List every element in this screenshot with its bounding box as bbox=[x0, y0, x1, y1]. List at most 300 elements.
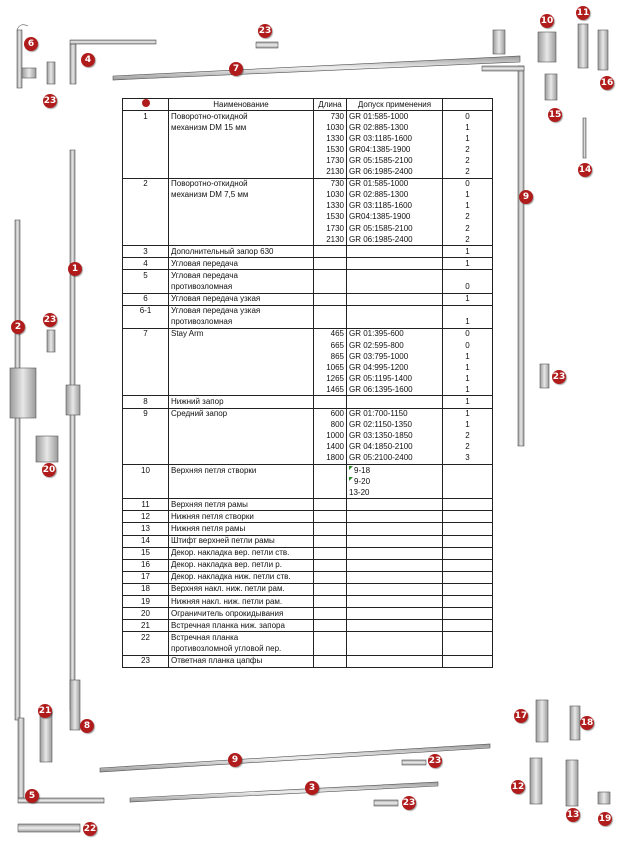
cell-num: 10 bbox=[123, 465, 169, 477]
cell-len: 665 bbox=[314, 340, 347, 351]
cell-qty: 1 bbox=[443, 201, 493, 212]
cell-num: 20 bbox=[123, 608, 169, 620]
table-row bbox=[123, 144, 493, 155]
position-badge-15: 15 bbox=[548, 110, 562, 120]
cell-tol: GR04:1385-1900 bbox=[347, 144, 443, 155]
cell-num: 19 bbox=[123, 596, 169, 608]
column-header-name: Наименование bbox=[169, 99, 314, 111]
position-badge-19: 19 bbox=[598, 814, 612, 824]
comment-flag-icon bbox=[349, 477, 353, 481]
cell-tol bbox=[347, 655, 443, 667]
cell-tol bbox=[347, 620, 443, 632]
position-badge-7: 7 bbox=[229, 62, 243, 76]
table-row bbox=[123, 167, 493, 179]
cell-qty: 1 bbox=[443, 317, 493, 329]
cell-name: противозломная bbox=[169, 317, 314, 329]
cell-num bbox=[123, 340, 169, 351]
cell-len: 1530 bbox=[314, 212, 347, 223]
cell-num: 15 bbox=[123, 547, 169, 559]
cell-name: Поворотно-откидной bbox=[169, 111, 314, 123]
striker-part bbox=[540, 364, 549, 388]
cell-qty bbox=[443, 476, 493, 487]
table-row bbox=[123, 620, 493, 632]
cell-num: 23 bbox=[123, 655, 169, 667]
cell-qty: 1 bbox=[443, 396, 493, 408]
cell-tol: GR 01:585-1000 bbox=[347, 178, 443, 190]
striker-part bbox=[47, 62, 55, 84]
cell-name bbox=[169, 442, 314, 453]
position-badge-5: 5 bbox=[25, 789, 39, 803]
position-badge-23: 23 bbox=[43, 315, 57, 325]
cell-len bbox=[314, 643, 347, 655]
cell-qty bbox=[443, 465, 493, 477]
cell-name: Декор. накладка вер. петли ств. bbox=[169, 547, 314, 559]
striker-part bbox=[47, 330, 55, 352]
parts-table bbox=[122, 98, 493, 668]
cell-len bbox=[314, 608, 347, 620]
cell-name bbox=[169, 201, 314, 212]
cell-len: 600 bbox=[314, 408, 347, 420]
cell-num bbox=[123, 420, 169, 431]
cell-tol bbox=[347, 305, 443, 317]
cell-tol: GR 01:700-1150 bbox=[347, 408, 443, 420]
cell-name bbox=[169, 351, 314, 362]
cell-num: 1 bbox=[123, 111, 169, 123]
cell-tol: GR 02:885-1300 bbox=[347, 122, 443, 133]
cell-name: противозломная bbox=[169, 282, 314, 294]
cell-name: противозломной угловой пер. bbox=[169, 643, 314, 655]
cell-tol bbox=[347, 270, 443, 282]
table-row bbox=[123, 535, 493, 547]
cell-len bbox=[314, 476, 347, 487]
table-row bbox=[123, 201, 493, 212]
cell-tol: GR 06:1985-2400 bbox=[347, 234, 443, 246]
position-badge-6: 6 bbox=[24, 37, 38, 51]
table-row bbox=[123, 384, 493, 396]
cell-qty: 1 bbox=[443, 190, 493, 201]
cell-len bbox=[314, 632, 347, 644]
cell-name: Нижняя петля створки bbox=[169, 511, 314, 523]
cell-len bbox=[314, 620, 347, 632]
cell-num: 16 bbox=[123, 559, 169, 571]
cell-len: 2130 bbox=[314, 234, 347, 246]
cell-len bbox=[314, 499, 347, 511]
cell-qty: 2 bbox=[443, 223, 493, 234]
cell-qty bbox=[443, 547, 493, 559]
cell-name: Декор. накладка ниж. петли ств. bbox=[169, 571, 314, 583]
bottom-frame-hinge-top-cover-part bbox=[570, 706, 580, 740]
cell-name: Угловая передача bbox=[169, 270, 314, 282]
bottom-frame-hinge-part bbox=[566, 760, 578, 806]
cell-qty: 2 bbox=[443, 144, 493, 155]
cell-name bbox=[169, 340, 314, 351]
cell-num bbox=[123, 234, 169, 246]
bottom-frame-hinge-bottom-cover-part bbox=[598, 792, 610, 804]
hinge-cover-part bbox=[545, 74, 557, 100]
cell-tol: GR 03:1185-1600 bbox=[347, 133, 443, 144]
cell-qty bbox=[443, 499, 493, 511]
table-row bbox=[123, 583, 493, 595]
cell-text: 9-18 bbox=[354, 465, 371, 475]
cell-qty: 1 bbox=[443, 351, 493, 362]
cell-num: 14 bbox=[123, 535, 169, 547]
corner-drive-narrow-part bbox=[17, 25, 36, 88]
cell-num: 4 bbox=[123, 258, 169, 270]
position-badge-9: 9 bbox=[228, 753, 242, 767]
cell-tol bbox=[347, 246, 443, 258]
cell-num bbox=[123, 373, 169, 384]
cell-tol: GR 04:1850-2100 bbox=[347, 442, 443, 453]
cell-num: 12 bbox=[123, 511, 169, 523]
cell-qty bbox=[443, 632, 493, 644]
cell-len bbox=[314, 547, 347, 559]
cell-tol bbox=[347, 511, 443, 523]
table-row bbox=[123, 511, 493, 523]
cell-num bbox=[123, 167, 169, 179]
cell-qty: 1 bbox=[443, 420, 493, 431]
cell-len: 1000 bbox=[314, 431, 347, 442]
table-header-row bbox=[123, 99, 493, 111]
cell-num bbox=[123, 643, 169, 655]
cell-num bbox=[123, 212, 169, 223]
position-badge-8: 8 bbox=[80, 719, 94, 733]
cell-name bbox=[169, 234, 314, 246]
cell-qty: 0 bbox=[443, 340, 493, 351]
cell-len bbox=[314, 305, 347, 317]
cell-qty: 0 bbox=[443, 328, 493, 340]
position-badge-23: 23 bbox=[428, 756, 442, 766]
cell-name: Угловая передача bbox=[169, 258, 314, 270]
position-badge-16: 16 bbox=[600, 78, 614, 88]
cell-num bbox=[123, 453, 169, 465]
top-frame-hinge-part bbox=[578, 24, 588, 68]
table-row bbox=[123, 305, 493, 317]
cell-num bbox=[123, 487, 169, 499]
tilt-turn-gear-7-5-part bbox=[10, 220, 36, 720]
cell-num: 9 bbox=[123, 408, 169, 420]
cell-tol bbox=[347, 547, 443, 559]
cell-qty bbox=[443, 305, 493, 317]
cell-num: 21 bbox=[123, 620, 169, 632]
cell-tol bbox=[347, 499, 443, 511]
cell-name bbox=[169, 431, 314, 442]
table-row bbox=[123, 476, 493, 487]
cell-len bbox=[314, 559, 347, 571]
column-header-length: Длина bbox=[314, 99, 347, 111]
table-row bbox=[123, 523, 493, 535]
cell-num bbox=[123, 476, 169, 487]
table-row bbox=[123, 328, 493, 340]
cell-name bbox=[169, 384, 314, 396]
cell-qty: 1 bbox=[443, 246, 493, 258]
cell-qty: 1 bbox=[443, 122, 493, 133]
cell-tol bbox=[347, 258, 443, 270]
position-badge-23: 23 bbox=[402, 798, 416, 808]
cell-qty: 2 bbox=[443, 155, 493, 166]
striker-part bbox=[256, 42, 278, 48]
cell-qty bbox=[443, 523, 493, 535]
cell-qty: 1 bbox=[443, 362, 493, 373]
cell-qty bbox=[443, 270, 493, 282]
bottom-sash-hinge-cover-part bbox=[536, 700, 548, 742]
column-header-quantity bbox=[443, 99, 493, 111]
cell-num bbox=[123, 362, 169, 373]
table-row bbox=[123, 351, 493, 362]
cell-qty bbox=[443, 487, 493, 499]
cell-num bbox=[123, 351, 169, 362]
cell-tol bbox=[347, 396, 443, 408]
table-row bbox=[123, 499, 493, 511]
cell-name: Поворотно-откидной bbox=[169, 178, 314, 190]
cell-tol: GR 01:585-1000 bbox=[347, 111, 443, 123]
cell-num bbox=[123, 384, 169, 396]
cell-num bbox=[123, 431, 169, 442]
position-badge-4: 4 bbox=[81, 53, 95, 67]
cell-name bbox=[169, 487, 314, 499]
cell-len: 1030 bbox=[314, 190, 347, 201]
cell-tol bbox=[347, 282, 443, 294]
position-badge-23: 23 bbox=[552, 372, 566, 382]
frame-hinge-cover-part bbox=[598, 30, 608, 70]
cell-name: Нижняя петля рамы bbox=[169, 523, 314, 535]
cell-name bbox=[169, 476, 314, 487]
cell-num bbox=[123, 201, 169, 212]
cell-qty bbox=[443, 608, 493, 620]
cell-qty: 2 bbox=[443, 167, 493, 179]
striker-part bbox=[402, 760, 426, 765]
cell-num bbox=[123, 133, 169, 144]
cell-tol bbox=[347, 583, 443, 595]
cell-qty bbox=[443, 583, 493, 595]
position-badge-22: 22 bbox=[83, 824, 97, 834]
cell-num: 2 bbox=[123, 178, 169, 190]
cell-name bbox=[169, 167, 314, 179]
table-row bbox=[123, 420, 493, 431]
cell-qty: 0 bbox=[443, 178, 493, 190]
cell-len: 1530 bbox=[314, 144, 347, 155]
position-badge-23: 23 bbox=[258, 26, 272, 36]
position-badge-10: 10 bbox=[540, 16, 554, 26]
cell-name: Ответная планка цапфы bbox=[169, 655, 314, 667]
cell-len: 1800 bbox=[314, 453, 347, 465]
cell-name bbox=[169, 453, 314, 465]
cell-qty: 0 bbox=[443, 282, 493, 294]
table-row bbox=[123, 246, 493, 258]
cell-len bbox=[314, 655, 347, 667]
cell-len bbox=[314, 596, 347, 608]
table-row bbox=[123, 282, 493, 294]
position-badge-1: 1 bbox=[68, 262, 82, 276]
cell-qty: 1 bbox=[443, 408, 493, 420]
cell-name bbox=[169, 362, 314, 373]
cell-num: 18 bbox=[123, 583, 169, 595]
cell-tol: GR 04:995-1200 bbox=[347, 362, 443, 373]
cell-tol: GR 01:395-600 bbox=[347, 328, 443, 340]
position-badge-11: 11 bbox=[576, 8, 590, 18]
cell-name: механизм DM 7,5 мм bbox=[169, 190, 314, 201]
cell-name bbox=[169, 155, 314, 166]
comment-flag-icon bbox=[349, 466, 353, 470]
table-row bbox=[123, 258, 493, 270]
cell-len: 1330 bbox=[314, 201, 347, 212]
cell-qty bbox=[443, 655, 493, 667]
bottom-lock-part bbox=[70, 680, 80, 730]
position-badge-20: 20 bbox=[42, 465, 56, 475]
cell-name: Верхняя петля створки bbox=[169, 465, 314, 477]
table-row bbox=[123, 596, 493, 608]
cell-name: Ограничитель опрокидывания bbox=[169, 608, 314, 620]
cell-num: 11 bbox=[123, 499, 169, 511]
cell-tol bbox=[347, 643, 443, 655]
cell-tol: GR04:1385-1900 bbox=[347, 212, 443, 223]
cell-len: 1400 bbox=[314, 442, 347, 453]
cell-num: 6 bbox=[123, 293, 169, 305]
cell-tol: GR 03:1350-1850 bbox=[347, 431, 443, 442]
cell-len bbox=[314, 535, 347, 547]
additional-lock-part bbox=[130, 782, 438, 802]
column-header-position bbox=[123, 99, 169, 111]
cell-tol: GR 06:1985-2400 bbox=[347, 167, 443, 179]
cell-tol bbox=[347, 523, 443, 535]
cell-qty bbox=[443, 571, 493, 583]
cell-tol bbox=[347, 293, 443, 305]
cell-qty bbox=[443, 511, 493, 523]
cell-len: 465 bbox=[314, 328, 347, 340]
cell-tol: GR 02:1150-1350 bbox=[347, 420, 443, 431]
cell-name bbox=[169, 144, 314, 155]
table-row bbox=[123, 212, 493, 223]
parts-table-body bbox=[123, 111, 493, 668]
cell-tol bbox=[347, 596, 443, 608]
cell-len bbox=[314, 282, 347, 294]
cell-len: 1030 bbox=[314, 122, 347, 133]
cell-num: 8 bbox=[123, 396, 169, 408]
cell-len bbox=[314, 523, 347, 535]
position-badge-21: 21 bbox=[38, 706, 52, 716]
table-row bbox=[123, 632, 493, 644]
cell-len: 730 bbox=[314, 178, 347, 190]
table-row bbox=[123, 559, 493, 571]
cell-len bbox=[314, 317, 347, 329]
cell-qty: 0 bbox=[443, 111, 493, 123]
cell-qty bbox=[443, 535, 493, 547]
cell-tol bbox=[347, 608, 443, 620]
table-row bbox=[123, 608, 493, 620]
cell-len: 800 bbox=[314, 420, 347, 431]
cell-len bbox=[314, 571, 347, 583]
anti-burglary-striker-part bbox=[18, 824, 80, 832]
cell-len bbox=[314, 465, 347, 477]
cell-num bbox=[123, 122, 169, 133]
table-row bbox=[123, 190, 493, 201]
table-row bbox=[123, 178, 493, 190]
top-sash-hinge-part bbox=[538, 32, 556, 62]
cell-name: Дополнительный запор 630 bbox=[169, 246, 314, 258]
cell-name: Встречная планка bbox=[169, 632, 314, 644]
table-row bbox=[123, 547, 493, 559]
cell-tol bbox=[347, 559, 443, 571]
cell-len bbox=[314, 270, 347, 282]
cell-name: Угловая передача узкая bbox=[169, 293, 314, 305]
table-row bbox=[123, 362, 493, 373]
cell-qty: 2 bbox=[443, 212, 493, 223]
cell-name: Встречная планка ниж. запора bbox=[169, 620, 314, 632]
cell-num bbox=[123, 190, 169, 201]
cell-len bbox=[314, 246, 347, 258]
cell-name: Верхняя накл. ниж. петли рам. bbox=[169, 583, 314, 595]
table-row bbox=[123, 223, 493, 234]
cell-len: 1730 bbox=[314, 223, 347, 234]
cell-qty bbox=[443, 596, 493, 608]
cell-tol bbox=[347, 535, 443, 547]
table-row bbox=[123, 122, 493, 133]
cell-tol: GR 05:1195-1400 bbox=[347, 373, 443, 384]
cell-qty bbox=[443, 559, 493, 571]
cell-tol: GR 05:2100-2400 bbox=[347, 453, 443, 465]
cell-num bbox=[123, 442, 169, 453]
position-badge-14: 14 bbox=[578, 165, 592, 175]
cell-qty: 1 bbox=[443, 373, 493, 384]
cell-tol bbox=[347, 465, 443, 477]
position-badge-9: 9 bbox=[519, 190, 533, 204]
position-badge-13: 13 bbox=[566, 810, 580, 820]
cell-len: 2130 bbox=[314, 167, 347, 179]
cell-len: 730 bbox=[314, 111, 347, 123]
table-row bbox=[123, 643, 493, 655]
cell-name: механизм DM 15 мм bbox=[169, 122, 314, 133]
table-row bbox=[123, 453, 493, 465]
cell-len bbox=[314, 487, 347, 499]
cell-name: Штифт верхней петли рамы bbox=[169, 535, 314, 547]
table-row bbox=[123, 340, 493, 351]
bottom-striker-part bbox=[40, 712, 52, 762]
position-badge-12: 12 bbox=[511, 782, 525, 792]
table-row bbox=[123, 155, 493, 166]
cell-len: 1465 bbox=[314, 384, 347, 396]
cell-tol bbox=[347, 317, 443, 329]
cell-qty bbox=[443, 643, 493, 655]
striker-part bbox=[374, 800, 398, 806]
cell-qty: 1 bbox=[443, 133, 493, 144]
table-row bbox=[123, 293, 493, 305]
table-row bbox=[123, 111, 493, 123]
table-row bbox=[123, 465, 493, 477]
table-row bbox=[123, 408, 493, 420]
table-row bbox=[123, 487, 493, 499]
cell-name bbox=[169, 223, 314, 234]
cell-len: 1730 bbox=[314, 155, 347, 166]
cell-num: 5 bbox=[123, 270, 169, 282]
cell-name bbox=[169, 420, 314, 431]
cell-qty: 1 bbox=[443, 258, 493, 270]
table-row bbox=[123, 396, 493, 408]
cell-name: Нижняя накл. ниж. петли рам. bbox=[169, 596, 314, 608]
cell-len: 1330 bbox=[314, 133, 347, 144]
cell-num bbox=[123, 282, 169, 294]
cell-tol: GR 05:1585-2100 bbox=[347, 155, 443, 166]
cell-name bbox=[169, 373, 314, 384]
cell-qty: 1 bbox=[443, 384, 493, 396]
cell-len bbox=[314, 511, 347, 523]
cell-name: Средний запор bbox=[169, 408, 314, 420]
cell-name bbox=[169, 212, 314, 223]
cell-len bbox=[314, 583, 347, 595]
table-row bbox=[123, 317, 493, 329]
cell-num bbox=[123, 144, 169, 155]
cell-tol: GR 02:885-1300 bbox=[347, 190, 443, 201]
column-header-tolerance: Допуск применения bbox=[347, 99, 443, 111]
table-row bbox=[123, 655, 493, 667]
